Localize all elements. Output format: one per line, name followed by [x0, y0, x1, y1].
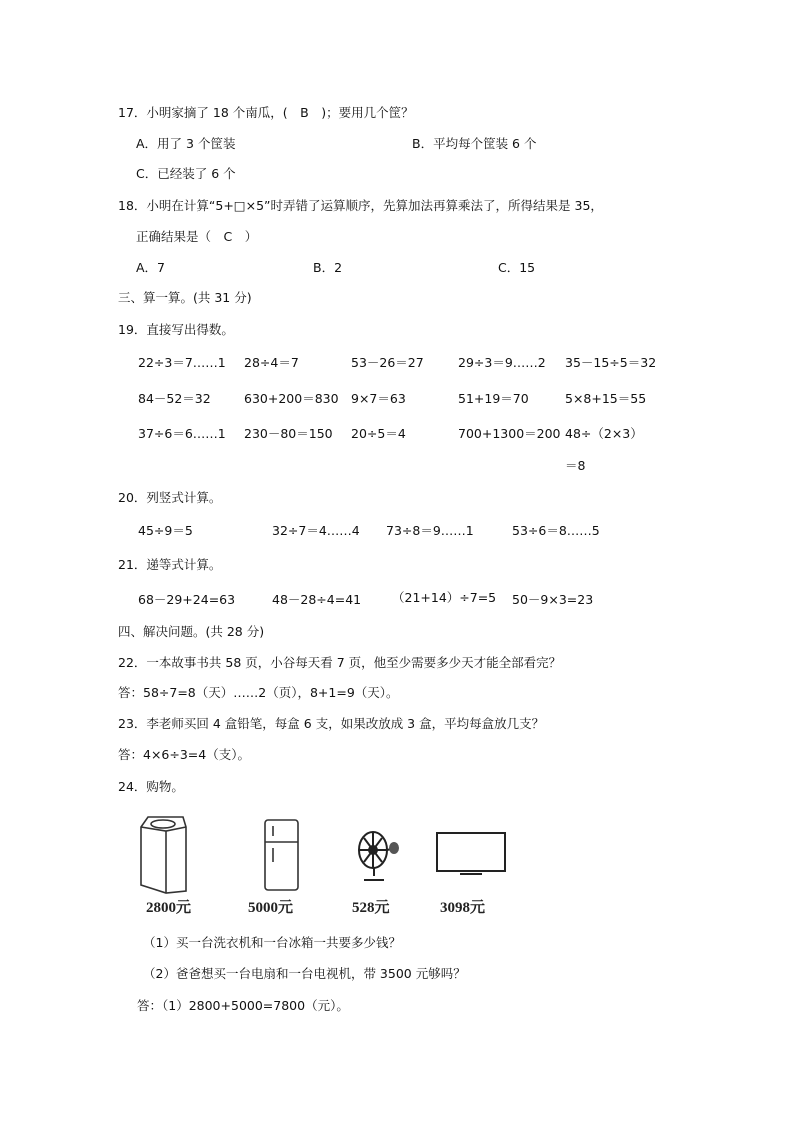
q18-stem: 18．小明在计算“5+□×5”时弄错了运算顺序，先算加法再算乘法了，所得结果是 35， — [118, 198, 603, 213]
television-price: 3098元 — [440, 900, 486, 916]
q21-item: 48－28÷4=41 — [272, 592, 362, 607]
refrigerator-icon — [262, 817, 302, 893]
q18-option-b: B．2 — [313, 260, 343, 275]
q22-stem: 22．一本故事书共 58 页，小谷每天看 7 页，他至少需要多少天才能全部看完？ — [118, 655, 562, 670]
q20-item: 73÷8＝9……1 — [386, 523, 474, 538]
q17-option-a: A．用了 3 个筐装 — [136, 136, 236, 151]
q21-item: 50－9×3=23 — [512, 592, 594, 607]
q19-item: 48÷（2×3） — [565, 426, 643, 441]
q19-item: 28÷4＝7 — [244, 355, 299, 370]
q24-title: 24．购物。 — [118, 779, 184, 794]
q19-item: 29÷3＝9……2 — [458, 355, 546, 370]
q19-item: 700+1300＝200 — [458, 426, 561, 441]
q17-option-c: C．已经装了 6 个 — [136, 166, 236, 181]
q17-stem: 17．小明家摘了 18 个南瓜，( B )；要用几个筐？ — [118, 105, 414, 120]
q19-item: 35－15÷5＝32 — [565, 355, 657, 370]
q19-item-continuation: ＝8 — [565, 458, 586, 473]
washing-machine-icon — [138, 815, 188, 895]
q21-item: （21+14）÷7=5 — [392, 590, 497, 605]
q18-option-a: A．7 — [136, 260, 166, 275]
electric-fan-price: 528元 — [352, 900, 390, 916]
q19-item: 84－52＝32 — [138, 391, 211, 406]
q20-item: 53÷6＝8……5 — [512, 523, 600, 538]
q19-item: 230－80＝150 — [244, 426, 333, 441]
q20-title: 20．列竖式计算。 — [118, 490, 222, 505]
q19-title: 19．直接写出得数。 — [118, 322, 234, 337]
q24-sub-question-2: （2）爸爸想买一台电扇和一台电视机，带 3500 元够吗？ — [143, 966, 466, 981]
q19-item: 53－26＝27 — [351, 355, 424, 370]
section-4-heading: 四、解决问题。(共 28 分) — [118, 624, 265, 639]
q19-item: 630+200＝830 — [244, 391, 339, 406]
q21-title: 21．递等式计算。 — [118, 557, 222, 572]
q22-answer: 答：58÷7=8（天）……2（页），8+1=9（天）。 — [118, 685, 399, 700]
q18-option-c: C．15 — [498, 260, 536, 275]
washing-machine-price: 2800元 — [146, 900, 192, 916]
q18-stem-continued: 正确结果是（ C ） — [136, 229, 258, 244]
q24-sub-question-1: （1）买一台洗衣机和一台冰箱一共要多少钱？ — [143, 935, 401, 950]
television-icon — [434, 830, 508, 878]
q20-item: 32÷7＝4……4 — [272, 523, 360, 538]
q23-answer: 答：4×6÷3=4（支）。 — [118, 747, 250, 762]
q21-item: 68－29+24=63 — [138, 592, 236, 607]
q19-item: 37÷6＝6……1 — [138, 426, 226, 441]
refrigerator-price: 5000元 — [248, 900, 294, 916]
electric-fan-icon — [356, 828, 402, 884]
q19-item: 51+19＝70 — [458, 391, 529, 406]
q19-item: 9×7＝63 — [351, 391, 406, 406]
q19-item: 5×8+15＝55 — [565, 391, 647, 406]
q19-item: 20÷5＝4 — [351, 426, 406, 441]
q19-item: 22÷3＝7……1 — [138, 355, 226, 370]
q23-stem: 23．李老师买回 4 盒铅笔，每盒 6 支，如果改放成 3 盒，平均每盒放几支？ — [118, 716, 545, 731]
q20-item: 45÷9＝5 — [138, 523, 193, 538]
q24-answer: 答：（1）2800+5000=7800（元）。 — [137, 998, 349, 1013]
section-3-heading: 三、算一算。(共 31 分) — [118, 290, 252, 305]
q17-option-b: B．平均每个筐装 6 个 — [412, 136, 537, 151]
